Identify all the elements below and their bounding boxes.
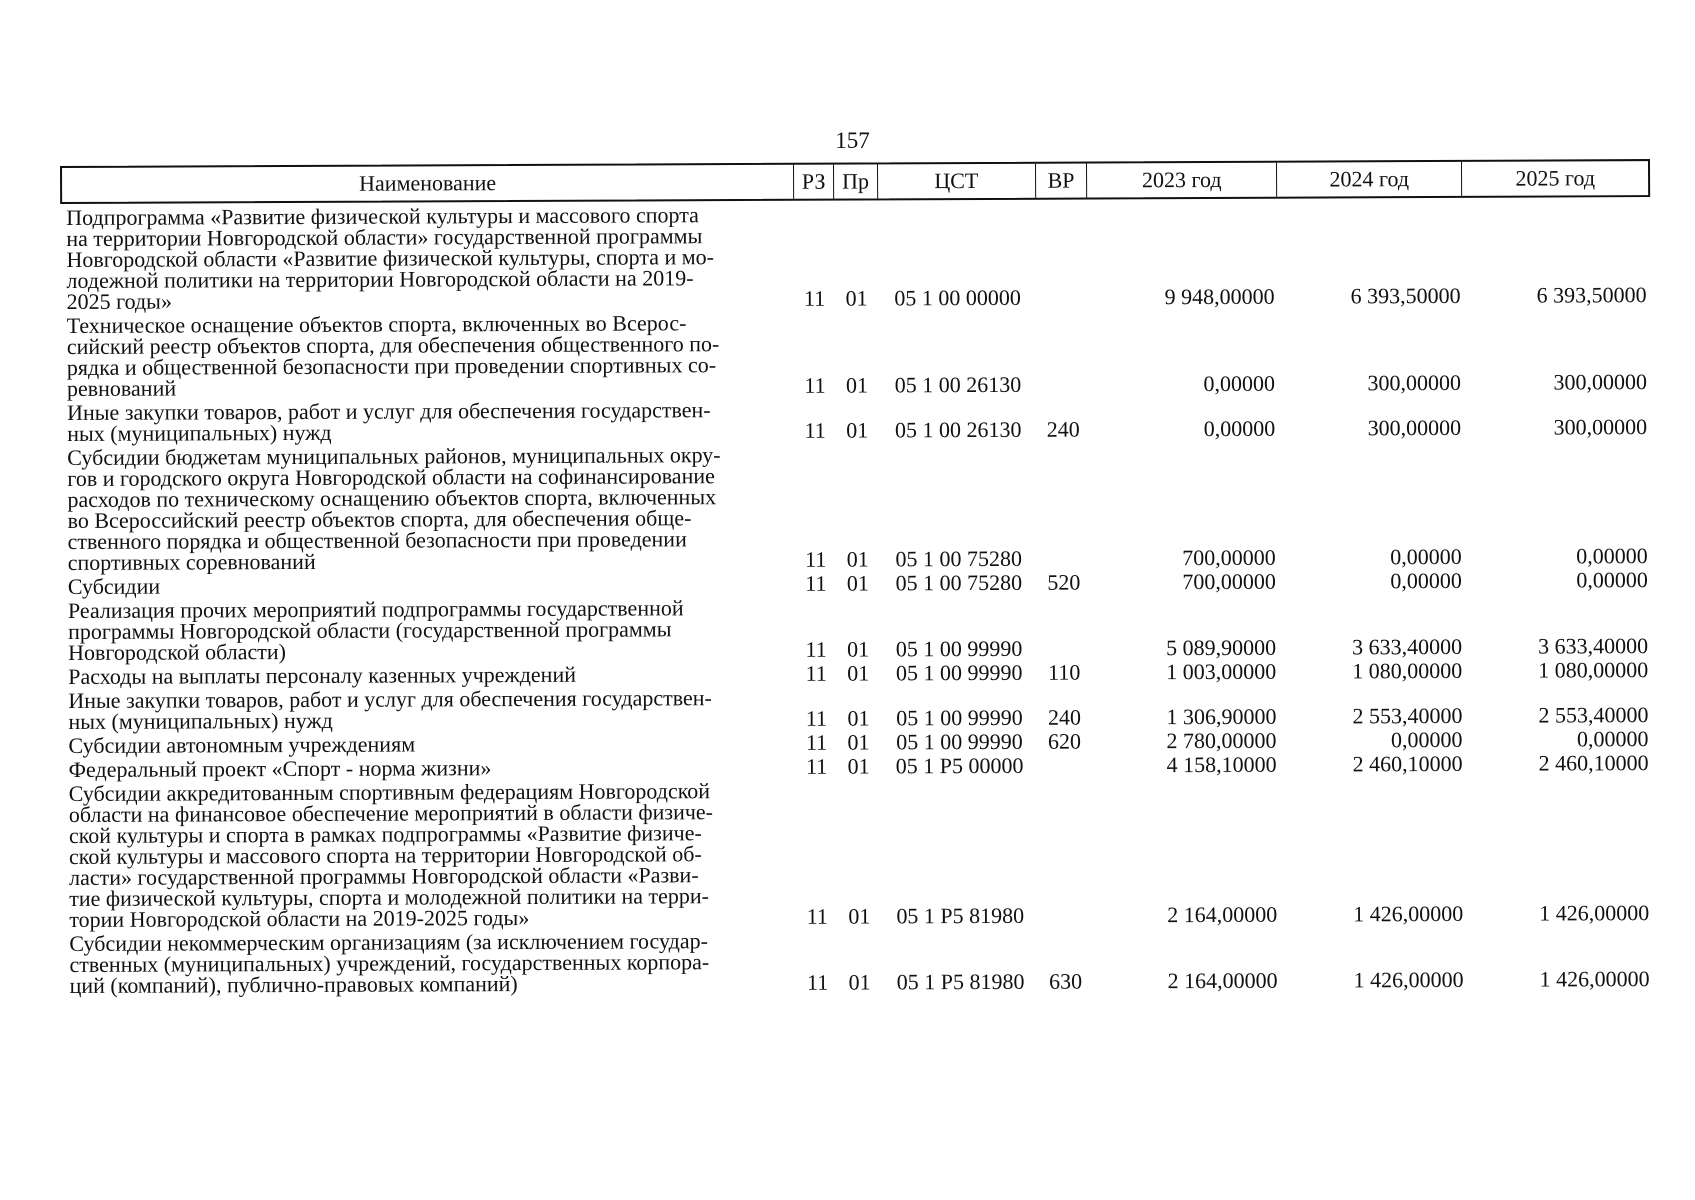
cell-rz: 11: [805, 636, 827, 662]
cell-year-2024: 300,00000: [1367, 414, 1462, 441]
cell-cst: 05 1 00 99990: [895, 659, 1023, 686]
cell-rz: 11: [804, 417, 826, 443]
table-row: [63, 926, 1653, 996]
cell-year-2025: 0,00000: [1576, 567, 1648, 593]
cell-year-2023: 0,00000: [1203, 370, 1276, 397]
cell-year-2024: 2 553,40000: [1352, 702, 1463, 729]
cell-year-2025: 0,00000: [1576, 543, 1648, 569]
row-name: [61, 312, 795, 399]
row-name-line: Реализация прочих мероприятий подпрограммы государственной: [67, 595, 684, 623]
budget-table: [60, 159, 1654, 996]
cell-year-2023: 4 158,10000: [1166, 751, 1277, 778]
row-name-line: ственных (муниципальных) учреждений, государственных корпора-: [69, 949, 710, 977]
row-name-line: Субсидии: [67, 573, 161, 599]
table-row: [62, 659, 1652, 687]
cell-pr: 01: [846, 417, 869, 443]
row-name: [62, 573, 796, 597]
page-number: 157: [835, 128, 870, 153]
cell-pr: 01: [846, 570, 869, 596]
row-name-line: ласти» государственной программы Новгородской области «Разви-: [69, 862, 699, 890]
row-name-line: тие физической культуры, спорта и молодежной политики на терри-: [69, 883, 710, 911]
row-name: [60, 204, 794, 312]
table-body: [60, 200, 1653, 996]
cell-year-2025: 1 426,00000: [1539, 966, 1650, 992]
cell-pr: 01: [845, 372, 869, 398]
cell-year-2024: 0,00000: [1390, 567, 1462, 594]
cell-year-2023: 9 948,00000: [1164, 283, 1275, 310]
table-row: [62, 683, 1652, 732]
cell-rz: 11: [805, 729, 828, 755]
row-name-line: ревнований: [66, 375, 177, 401]
header-2024: 2024 год: [1277, 162, 1463, 197]
cell-year-2023: 700,00000: [1182, 568, 1276, 595]
row-name: [62, 663, 796, 687]
cell-year-2023: 1 306,90000: [1166, 703, 1277, 730]
cell-year-2025: 300,00000: [1553, 369, 1648, 395]
cell-rz: 11: [805, 705, 828, 731]
cell-year-2025: 3 633,40000: [1538, 633, 1649, 659]
row-name: [63, 780, 798, 930]
cell-cst: 05 1 00 26130: [894, 371, 1022, 398]
cell-pr: 01: [847, 705, 870, 731]
cell-cst: 05 1 00 99990: [896, 728, 1023, 755]
cell-rz: 11: [803, 285, 826, 311]
row-name-line: области на финансовое обеспечение мероприятий в области физиче-: [68, 799, 714, 827]
row-name-line: Субсидии аккредитованным спортивным федерациям Новгородской: [68, 778, 711, 806]
row-name-line: 2025 годы»: [66, 288, 172, 314]
table-header: [60, 159, 1650, 204]
row-name-line: спортивных соревнований: [67, 548, 316, 575]
header-rz: РЗ: [794, 165, 834, 199]
row-name-line: сийский реестр объектов спорта, для обеспечения общественного по-: [66, 331, 720, 359]
row-name-line: Субсидии бюджетам муниципальных районов, муниципальных окру-: [67, 442, 721, 470]
cell-year-2024: 0,00000: [1390, 726, 1463, 753]
cell-vr: 630: [1049, 968, 1083, 994]
cell-year-2025: 0,00000: [1576, 726, 1649, 752]
cell-year-2024: 1 080,00000: [1352, 657, 1463, 684]
cell-vr: 520: [1047, 569, 1081, 595]
cell-vr: 620: [1047, 728, 1082, 754]
cell-rz: 11: [805, 753, 828, 779]
cell-year-2024: 1 426,00000: [1353, 900, 1464, 927]
cell-year-2024: 0,00000: [1390, 543, 1462, 570]
row-name-line: Новгородской области «Развитие физической культуры, спорта и мо-: [66, 244, 715, 272]
cell-year-2024: 3 633,40000: [1352, 633, 1463, 660]
cell-pr: 01: [846, 546, 869, 572]
row-name-line: ской культуры и массового спорта на территории Новгородской об-: [68, 841, 702, 869]
table-row: [61, 395, 1651, 444]
cell-year-2023: 2 164,00000: [1167, 967, 1278, 994]
cell-cst: 05 1 P5 81980: [896, 968, 1025, 995]
header-name: Наименование: [62, 165, 794, 202]
cell-year-2025: 2 553,40000: [1538, 702, 1649, 728]
row-name-line: Новгородской области): [68, 639, 286, 665]
row-name: [61, 444, 796, 573]
cell-year-2024: 6 393,50000: [1350, 282, 1461, 309]
row-name-line: тории Новгородской области на 2019-2025 годы»: [69, 904, 530, 932]
cell-year-2025: 2 460,10000: [1538, 750, 1649, 776]
cell-cst: 05 1 00 75280: [895, 545, 1023, 572]
cell-vr: 110: [1048, 659, 1081, 685]
row-name-line: Субсидии некоммерческим организациям (за исключением государ-: [69, 928, 708, 956]
row-name-line: ской культуры и спорта в рамках подпрограммы «Развитие физиче-: [68, 820, 702, 848]
row-name: [62, 732, 796, 756]
cell-year-2024: 300,00000: [1367, 369, 1462, 396]
cell-year-2025: 300,00000: [1553, 414, 1648, 440]
header-cst: ЦСТ: [878, 164, 1036, 199]
row-name: [61, 399, 795, 444]
row-name-line: ций (компаний), публично-правовых компаний): [69, 971, 518, 998]
cell-year-2023: 5 089,90000: [1166, 634, 1277, 661]
cell-pr: 01: [848, 969, 871, 995]
row-name-line: гов и городского округа Новгородской области на софинансирование: [67, 463, 715, 491]
cell-year-2023: 700,00000: [1182, 544, 1276, 571]
table-row: [60, 200, 1650, 312]
cell-cst: 05 1 00 26130: [894, 416, 1022, 443]
row-name-line: Иные закупки товаров, работ и услуг для обеспечения государствен-: [68, 685, 712, 713]
cell-cst: 05 1 00 99990: [896, 704, 1023, 731]
row-name: [63, 930, 797, 996]
cell-pr: 01: [848, 903, 871, 929]
row-name: [63, 756, 797, 780]
table-row: [61, 308, 1651, 399]
cell-year-2023: 1 003,00000: [1166, 658, 1277, 685]
row-name-line: лодежной политики на территории Новгородской области на 2019-: [66, 265, 694, 293]
cell-pr: 01: [845, 285, 868, 311]
cell-cst: 05 1 00 99990: [895, 635, 1023, 662]
header-vr: ВР: [1036, 164, 1088, 198]
row-name-line: ных (муниципальных) нужд: [68, 707, 333, 734]
row-name-line: Иные закупки товаров, работ и услуг для обеспечения государствен-: [67, 397, 711, 425]
cell-rz: 11: [806, 903, 828, 929]
row-name-line: расходов по техническому оснащению объектов спорта, включенных: [67, 484, 717, 512]
cell-vr: 240: [1047, 704, 1081, 730]
row-name-line: Подпрограмма «Развитие физической культуры и массового спорта: [66, 202, 699, 230]
header-2025: 2025 год: [1515, 165, 1596, 191]
table-row: [63, 776, 1654, 930]
cell-year-2023: 0,00000: [1203, 415, 1276, 442]
row-name-line: Техническое оснащение объектов спорта, включенных во Всерос-: [66, 310, 687, 338]
row-name-line: ных (муниципальных) нужд: [67, 419, 332, 446]
cell-cst: 05 1 00 00000: [894, 284, 1021, 311]
cell-cst: 05 1 P5 81980: [896, 902, 1025, 929]
cell-year-2023: 2 164,00000: [1167, 901, 1278, 928]
cell-rz: 11: [804, 372, 826, 398]
cell-rz: 11: [806, 969, 829, 995]
cell-cst: 05 1 00 75280: [895, 569, 1023, 596]
cell-year-2024: 1 426,00000: [1353, 966, 1464, 993]
header-pr: Пр: [834, 164, 878, 198]
row-name-line: Субсидии автономным учреждениям: [68, 731, 416, 758]
row-name: [62, 687, 796, 732]
cell-pr: 01: [847, 753, 870, 779]
cell-year-2024: 2 460,10000: [1352, 750, 1463, 777]
row-name-line: на территории Новгородской области» государственной программы: [66, 223, 703, 251]
cell-cst: 05 1 P5 00000: [895, 752, 1024, 779]
row-name-line: Федеральный проект «Спорт - норма жизни»: [68, 755, 492, 782]
row-name-line: Расходы на выплаты персоналу казенных учреждений: [68, 661, 577, 689]
cell-year-2025: 6 393,50000: [1536, 282, 1647, 308]
row-name-line: во Всероссийский реестр объектов спорта, для обеспечения обще-: [67, 505, 692, 533]
cell-year-2023: 2 780,00000: [1166, 727, 1277, 754]
table-row: [61, 440, 1652, 573]
row-name: [62, 597, 796, 663]
table-row: [62, 593, 1652, 663]
cell-year-2025: 1 426,00000: [1539, 900, 1650, 926]
cell-year-2025: 1 080,00000: [1538, 657, 1649, 683]
cell-pr: 01: [847, 660, 870, 686]
cell-rz: 11: [805, 570, 827, 596]
cell-rz: 11: [805, 660, 827, 686]
cell-vr: 240: [1046, 416, 1080, 442]
cell-pr: 01: [847, 636, 870, 662]
row-name-line: программы Новгородской области (государственной программы: [67, 616, 672, 644]
row-name-line: ственного порядка и общественной безопасности при проведении: [67, 526, 687, 554]
table-row: [63, 752, 1653, 780]
cell-pr: 01: [847, 729, 870, 755]
cell-rz: 11: [805, 546, 827, 572]
row-name-line: рядка и общественной безопасности при проведении спортивных со-: [66, 352, 717, 380]
header-2023: 2023 год: [1087, 163, 1277, 198]
